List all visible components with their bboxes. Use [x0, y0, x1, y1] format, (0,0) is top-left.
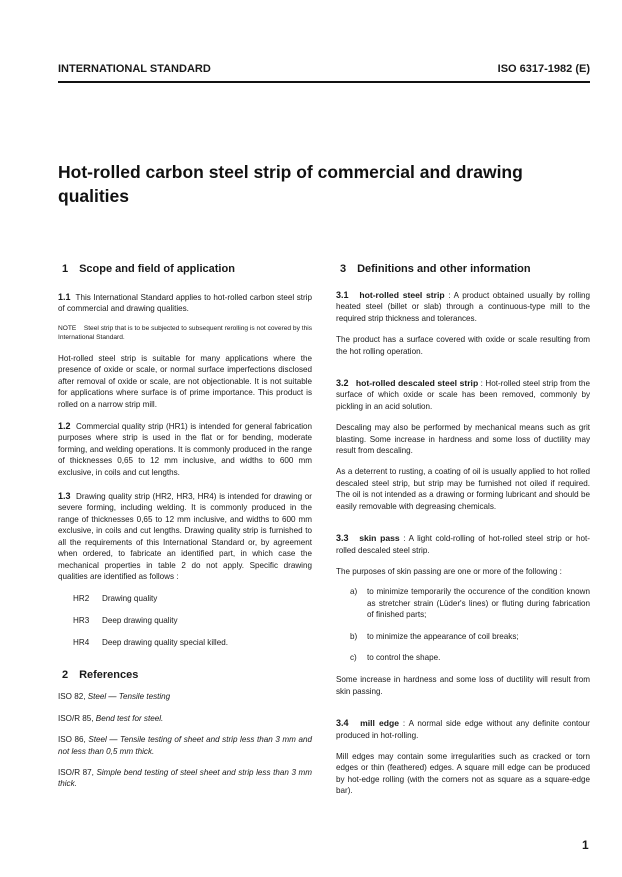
quality-item	[58, 637, 312, 648]
list-text: to minimize temporarily the occurence of the condition known as stretcher strain (Lüder's lines) or fluting during fabrication of finished parts;	[367, 587, 590, 620]
clause-3-2-paragraph-2: As a deterrent to rusting, a coating of oil is usually applied to hot rolled descaled steel strip, but strip may be furnished not oiled if required. The oil is not intended as a drawing or forming lubricant and should be easily removable with degreasing chemicals.	[336, 467, 590, 511]
list-marker: c)	[350, 652, 357, 662]
clause-3-4-text: : A normal side edge without any definite contour produced in hot-rolling.	[336, 719, 590, 740]
clause-3-2-text: : Hot-rolled steel strip from the surface of which oxide or scale has been removed, commonly by pickling in an acid solution.	[336, 379, 591, 411]
quality-code: HR2	[73, 594, 90, 604]
header-right: ISO 6317-1982 (E)	[497, 63, 590, 75]
clause-1-2	[58, 421, 312, 478]
section-3-title: Definitions and other information	[357, 263, 531, 275]
section-2-number: 2	[62, 669, 69, 682]
section-2-heading	[58, 668, 312, 682]
clause-3-4-term: mill edge	[360, 718, 400, 729]
quality-list	[58, 593, 312, 648]
section-2-title: References	[79, 669, 139, 682]
clause-3-2-term: hot-rolled descaled steel strip	[355, 378, 479, 389]
clause-3-4-number: 3.4	[336, 718, 349, 729]
reference-title: Steel — Tensile testing	[87, 692, 171, 702]
scope-paragraph: Hot-rolled steel strip is suitable for many applications where the presence of oxide or scale, or normal surface imperfections disclosed after removal of oxide or scale, are not objectionable. It is not suitable for applications where surface is of prime importance. This product is rolled on a narrow strip mill.	[58, 354, 312, 409]
clause-3-4-paragraph: Mill edges may contain some irregularities such as cracked or torn edges or thin (feathered) edges. A square mill edge can be produced by hot-edge rolling (with the corners not as square as a square-edge bar).	[336, 751, 590, 796]
clause-1-3-number: 1.3	[58, 491, 71, 502]
reference-id: ISO/R 87,	[58, 767, 94, 777]
reference-id: ISO 86,	[58, 735, 86, 745]
left-column	[58, 262, 312, 790]
clause-3-1-number: 3.1	[336, 290, 349, 300]
running-header	[58, 63, 590, 79]
section-1-number: 1	[62, 263, 69, 275]
quality-desc: Deep drawing quality	[102, 616, 178, 626]
clause-3-2-number: 3.2	[336, 378, 349, 389]
right-column	[336, 262, 590, 797]
list-text: to control the shape.	[367, 652, 441, 662]
clause-3-3-paragraph: The purposes of skin passing are one or more of the following :	[336, 566, 562, 576]
reference-title: Steel — Tensile testing of sheet and strip less than 3 mm and not less than 0,5 mm thick.	[58, 735, 312, 756]
list-item	[336, 631, 590, 642]
section-1-heading	[58, 262, 312, 276]
quality-desc: Deep drawing quality special killed.	[102, 638, 228, 648]
reference-item	[58, 767, 312, 790]
reference-item	[58, 691, 312, 702]
clause-3-2	[336, 378, 590, 412]
list-marker: b)	[350, 631, 358, 641]
section-1-title: Scope and field of application	[79, 263, 235, 275]
clause-3-3-number: 3.3	[336, 533, 349, 544]
section-3-number: 3	[340, 263, 347, 275]
clause-1-3	[58, 491, 312, 582]
reference-item	[58, 734, 312, 757]
note-text: Steel strip that is to be subjected to subsequent rerolling is not covered by this International Standard.	[58, 324, 313, 342]
quality-code: HR4	[73, 638, 90, 648]
clause-1-3-text: Drawing quality strip (HR2, HR3, HR4) is intended for drawing or severe forming, including welding. It is commonly produced in the range of thicknesses 0,65 to 12 mm inclusive, and widths to 600 mm exclusive, in coils and cut lengths. Drawing quality strip is furnished to all the requirements of this International Standard or, by agreement when ordered, to fabricate an identified part, in which case the mechanical properties in table 2 do not apply. Specific drawing qualities are identified as follows :	[58, 492, 312, 581]
page-number: 1	[582, 838, 589, 852]
clause-3-3	[336, 533, 590, 556]
clause-1-1-number: 1.1	[58, 292, 71, 302]
quality-item	[58, 593, 312, 604]
section-3-heading	[336, 262, 590, 276]
clause-3-2-paragraph-1: Descaling may also be performed by mechanical means such as grit blasting. Some increase in hardness and some loss of ductility may result from descaling.	[336, 423, 590, 456]
header-rule	[58, 81, 590, 83]
quality-desc: Drawing quality	[102, 594, 158, 604]
clause-3-3-term: skin pass	[359, 533, 400, 544]
clause-1-2-text: Commercial quality strip (HR1) is intended for general fabrication purposes where strip is used in the flat or for bending, moderate forming, and welding operations. It is commonly produced in the range of thicknesses 0,65 to 12 mm inclusive, and widths to 600 mm exclusive, in coils and cut lengths.	[58, 422, 313, 477]
reference-title: Simple bend testing of steel sheet and strip less than 3 mm thick.	[58, 767, 313, 789]
reference-item	[58, 713, 312, 724]
list-item	[336, 652, 590, 663]
clause-3-3-text: : A light cold-rolling of hot-rolled steel strip or hot-rolled descaled steel strip.	[336, 534, 591, 555]
clause-1-1	[58, 292, 312, 315]
clause-3-1-paragraph: The product has a surface covered with oxide or scale resulting from the hot rolling operation.	[336, 335, 590, 356]
clause-1-2-number: 1.2	[58, 421, 71, 432]
reference-id: ISO/R 85,	[58, 713, 94, 723]
note	[58, 324, 312, 343]
document-title: Hot-rolled carbon steel strip of commercial and drawing qualities	[58, 162, 523, 206]
clause-3-4	[336, 718, 590, 741]
list-item	[336, 586, 590, 620]
clause-1-1-text: This International Standard applies to hot-rolled carbon steel strip of commercial and drawing qualities.	[58, 293, 313, 314]
clause-3-1-term: hot-rolled steel strip	[359, 290, 445, 300]
list-text: to minimize the appearance of coil breaks;	[367, 631, 519, 641]
clause-3-3-paragraph-2: Some increase in hardness and some loss of ductility will result from skin passing.	[336, 675, 590, 696]
reference-id: ISO 82,	[58, 692, 86, 702]
reference-title: Bend test for steel.	[95, 713, 164, 723]
clause-3-1	[336, 290, 590, 324]
note-label: NOTE	[58, 324, 77, 332]
header-left: INTERNATIONAL STANDARD	[58, 63, 211, 75]
list-marker: a)	[350, 587, 358, 597]
clause-3-1-text: : A product obtained usually by rolling heated steel (billet or slab) through a continuous-type mill to the required strip thickness and tolerances.	[336, 291, 591, 323]
quality-code: HR3	[73, 616, 90, 626]
quality-item	[58, 615, 312, 626]
